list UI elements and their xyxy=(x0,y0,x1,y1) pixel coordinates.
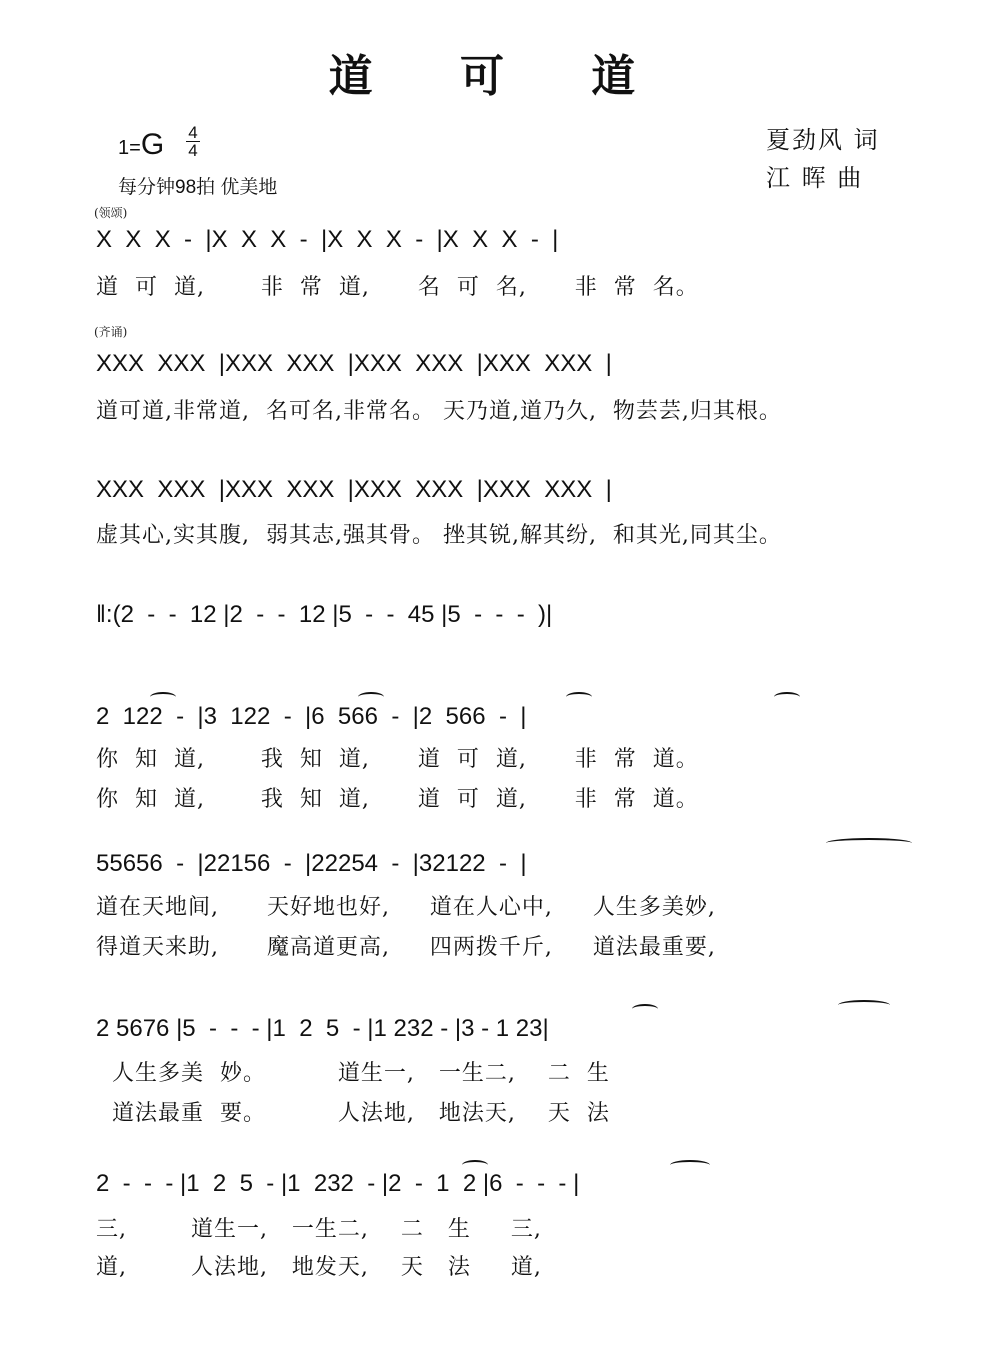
time-signature xyxy=(186,124,200,159)
lyricist-credit: 夏劲风 词 xyxy=(766,126,880,154)
tie xyxy=(826,838,912,848)
notation-row-6: 55656 - |22156 - |22254 - |32122 - | xyxy=(96,850,527,877)
lyric-row-7-verse-1: 人生多美 妙。 道生一, 一生二, 二 生 xyxy=(96,1061,610,1086)
notation-row-1: X X X - |X X X - |X X X - |X X X - | xyxy=(96,226,559,253)
lyric-row-6-verse-2: 得道天来助, 魔高道更高, 四两拨千斤, 道法最重要, xyxy=(96,935,716,960)
lyric-row-8-verse-2: 道, 人法地, 地发天, 天 法 道, xyxy=(96,1255,542,1280)
notation-row-8: 2 - - - |1 2 5 - |1 232 - |2 - 1 2 |6 - - - | xyxy=(96,1170,580,1197)
section-label-recite: (领颂) xyxy=(94,206,128,220)
lyric-row-6-verse-1: 道在天地间, 天好地也好, 道在人心中, 人生多美妙, xyxy=(96,895,716,920)
composer-credit: 江 晖 曲 xyxy=(766,164,864,192)
slur xyxy=(150,692,176,702)
slur xyxy=(838,1000,890,1010)
lyric-row-8-verse-1: 三, 道生一, 一生二, 二 生 三, xyxy=(96,1217,542,1242)
slur xyxy=(566,692,592,702)
key-prefix: 1= xyxy=(118,137,141,159)
section-label-chorus: (齐诵) xyxy=(94,325,128,339)
key-signature xyxy=(118,128,164,162)
notation-row-5: 2 122 - |3 122 - |6 566 - |2 566 - | xyxy=(96,703,527,730)
slur xyxy=(358,692,384,702)
lyric-row-5-verse-1: 你 知 道, 我 知 道, 道 可 道, 非 常 道。 xyxy=(96,747,699,772)
slur xyxy=(462,1160,488,1170)
lyric-row-1: 道 可 道, 非 常 道, 名 可 名, 非 常 名。 xyxy=(96,275,699,300)
key-name: G xyxy=(140,128,165,161)
notation-row-7: 2 5676 |5 - - - |1 2 5 - |1 232 - |3 - 1 23| xyxy=(96,1015,549,1042)
lyric-row-3: 虚其心,实其腹, 弱其志,强其骨。 挫其锐,解其纷, 和其光,同其尘。 xyxy=(96,523,782,548)
notation-row-3: XXX XXX |XXX XXX |XXX XXX |XXX XXX | xyxy=(96,476,612,503)
time-signature-bottom: 4 xyxy=(188,141,198,160)
lyric-row-7-verse-2: 道法最重 要。 人法地, 地法天, 天 法 xyxy=(96,1101,610,1126)
tempo-marking: 每分钟98拍 优美地 xyxy=(118,177,278,198)
time-signature-top: 4 xyxy=(188,123,198,142)
notation-row-intro: ‖:(2 - - 12 |2 - - 12 |5 - - 45 |5 - - - )| xyxy=(96,601,553,628)
song-title: 道 可 道 xyxy=(328,51,672,102)
slur xyxy=(670,1160,710,1170)
lyric-row-2: 道可道,非常道, 名可名,非常名。 天乃道,道乃久, 物芸芸,归其根。 xyxy=(96,399,782,424)
slur xyxy=(632,1004,658,1014)
slur xyxy=(774,692,800,702)
lyric-row-5-verse-2: 你 知 道, 我 知 道, 道 可 道, 非 常 道。 xyxy=(96,787,699,812)
notation-row-2: XXX XXX |XXX XXX |XXX XXX |XXX XXX | xyxy=(96,350,612,377)
